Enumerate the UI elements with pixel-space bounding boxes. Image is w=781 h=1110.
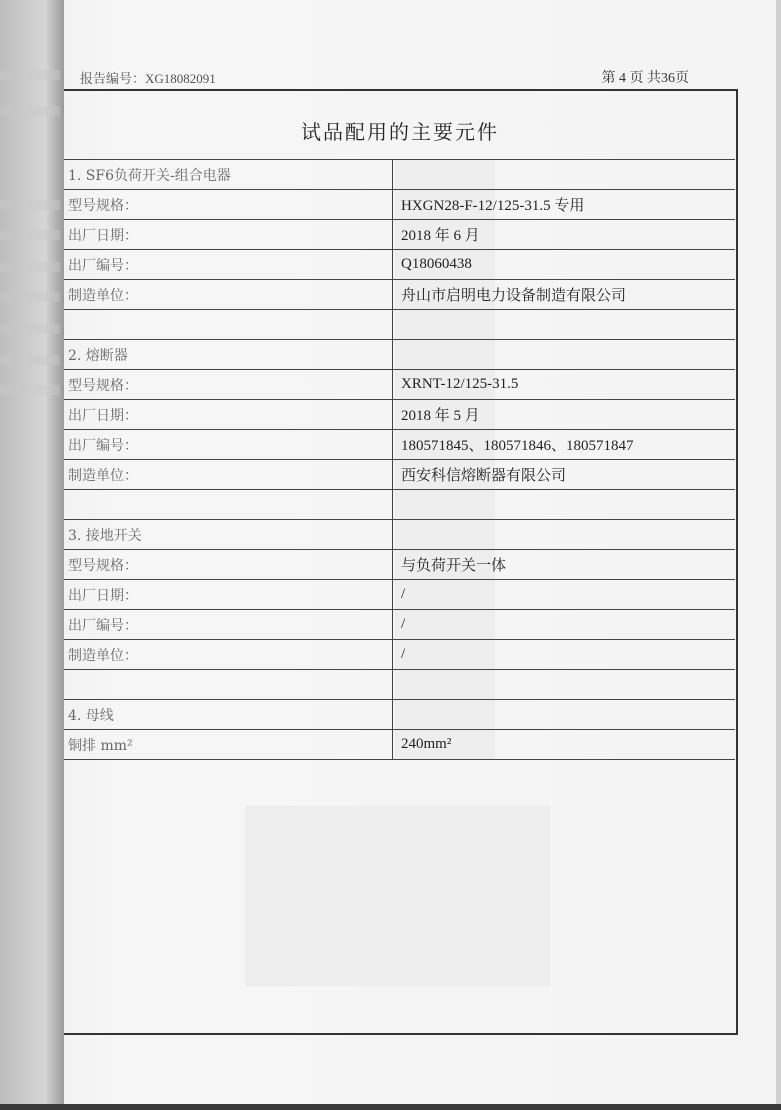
table-row	[64, 580, 735, 610]
table-row	[64, 430, 735, 460]
table-row	[64, 370, 735, 400]
row-label: 出厂日期：	[64, 400, 393, 430]
row-value: 舟山市启明电力设备制造有限公司	[393, 280, 736, 310]
report-number: 报告编号：XG18082091	[80, 71, 216, 86]
page-edge-bottom	[0, 1104, 781, 1110]
row-label: 型号规格：	[64, 370, 393, 400]
row-label: 1. SF6负荷开关-组合电器	[64, 160, 393, 190]
page-title: 试品配用的主要元件	[301, 120, 499, 144]
row-label: 4. 母线	[64, 700, 393, 730]
table-row	[64, 640, 735, 670]
row-label: 出厂编号：	[64, 430, 393, 460]
row-value: 2018 年 6 月	[393, 220, 736, 250]
row-value	[393, 670, 736, 700]
row-label: 出厂日期：	[64, 580, 393, 610]
table-row	[64, 670, 735, 700]
row-value: 2018 年 5 月	[393, 400, 736, 430]
row-label: 出厂编号：	[64, 610, 393, 640]
row-label: 制造单位：	[64, 460, 393, 490]
row-value: 240mm²	[393, 730, 736, 760]
row-value: 西安科信熔断器有限公司	[393, 460, 736, 490]
row-value: 180571845、180571846、180571847	[393, 430, 736, 460]
row-value	[393, 700, 736, 730]
row-label: 型号规格：	[64, 550, 393, 580]
table-row	[64, 520, 735, 550]
row-label: 出厂日期：	[64, 220, 393, 250]
table-row	[64, 220, 735, 250]
table-row	[64, 460, 735, 490]
table-row	[64, 280, 735, 310]
bleed-through-previous-page	[0, 0, 64, 1110]
bleed-through-image	[245, 806, 550, 986]
row-label: 铜排 mm²	[64, 730, 393, 760]
page-number: 第 4 页 共36页	[601, 71, 689, 86]
row-label: 制造单位：	[64, 640, 393, 670]
table-row	[64, 190, 735, 220]
row-value	[393, 520, 736, 550]
row-value: Q18060438	[393, 250, 736, 280]
row-label	[64, 310, 393, 340]
table-row	[64, 160, 735, 190]
row-label: 型号规格：	[64, 190, 393, 220]
row-value: HXGN28-F-12/125-31.5 专用	[393, 190, 736, 220]
table-row	[64, 340, 735, 370]
row-label: 出厂编号：	[64, 250, 393, 280]
row-value: 与负荷开关一体	[393, 550, 736, 580]
row-value	[393, 340, 736, 370]
row-label: 2. 熔断器	[64, 340, 393, 370]
row-value: /	[393, 610, 736, 640]
table-row	[64, 400, 735, 430]
table-row	[64, 490, 735, 520]
components-table	[64, 159, 735, 760]
row-label: 制造单位：	[64, 280, 393, 310]
row-label: 3. 接地开关	[64, 520, 393, 550]
table-row	[64, 700, 735, 730]
table-row	[64, 550, 735, 580]
row-label	[64, 670, 393, 700]
row-value: /	[393, 580, 736, 610]
row-value: XRNT-12/125-31.5	[393, 370, 736, 400]
table-row	[64, 250, 735, 280]
row-value	[393, 160, 736, 190]
page-edge-right	[776, 0, 781, 1104]
row-label	[64, 490, 393, 520]
row-value: /	[393, 640, 736, 670]
row-value	[393, 490, 736, 520]
row-value	[393, 310, 736, 340]
table-row	[64, 610, 735, 640]
table-row	[64, 310, 735, 340]
table-row	[64, 730, 735, 760]
